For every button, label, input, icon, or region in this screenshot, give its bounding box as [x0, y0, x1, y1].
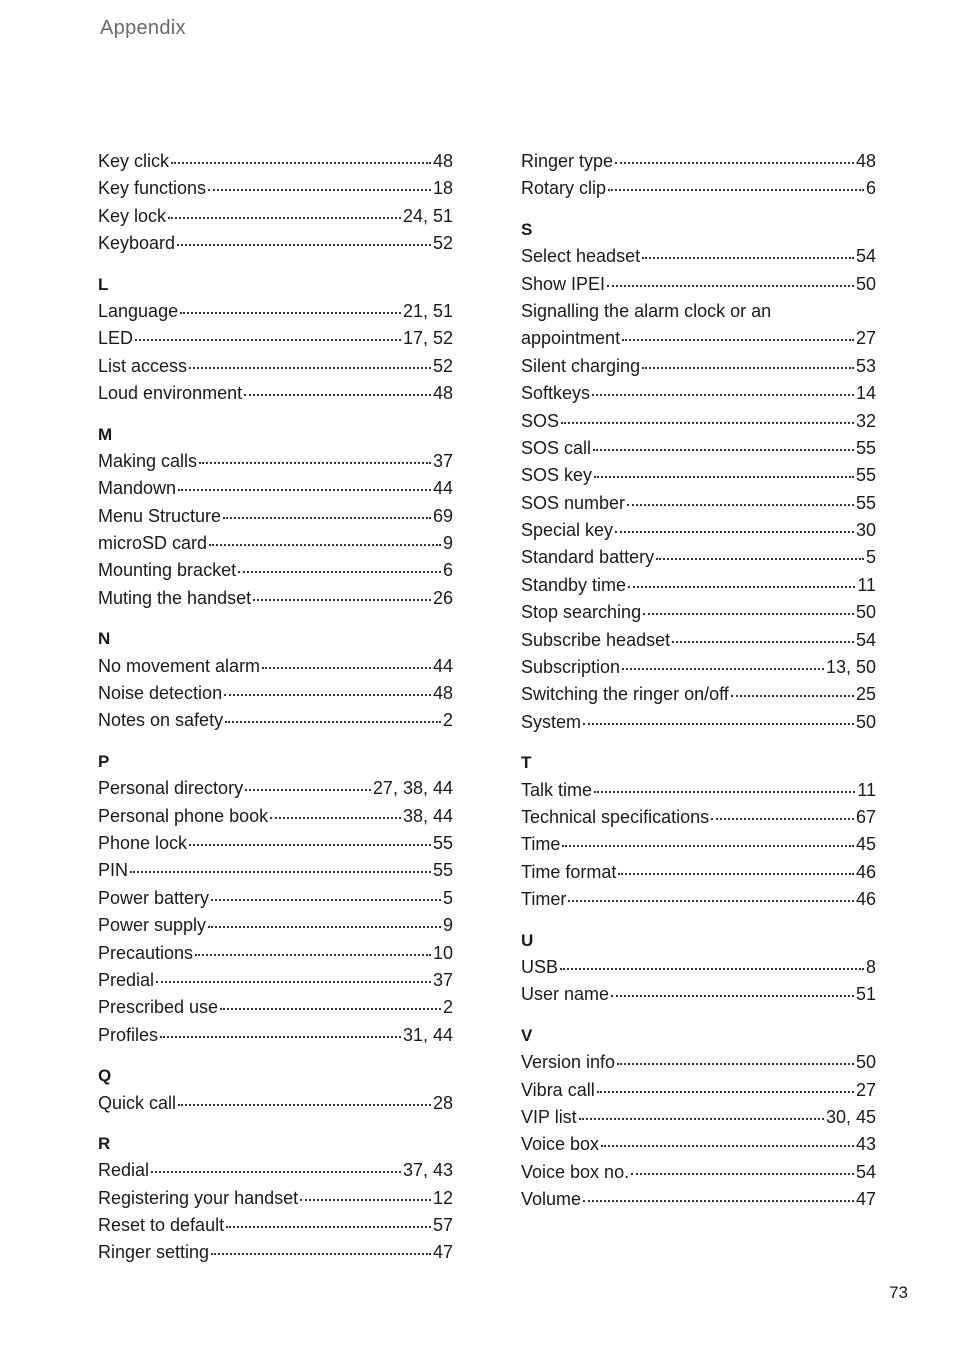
index-entry — [98, 380, 453, 407]
page-reference: 46 — [855, 889, 876, 910]
index-term: Voice box no. — [521, 1161, 630, 1182]
running-header: Appendix — [100, 17, 186, 39]
section-letter: V — [521, 1025, 533, 1045]
index-term: Timer — [521, 889, 567, 910]
section-letter: M — [98, 424, 113, 444]
index-entry — [521, 681, 876, 708]
dot-leader — [615, 162, 854, 164]
page-reference: 30, 45 — [825, 1106, 876, 1127]
index-entry — [521, 627, 876, 654]
index-entry — [521, 1077, 876, 1104]
page-reference: 26 — [432, 587, 453, 608]
index-term: Ringer type — [521, 151, 614, 171]
dot-leader — [220, 1008, 441, 1010]
page-reference: 24, 51 — [402, 205, 453, 226]
index-entry — [521, 859, 876, 886]
index-entry — [98, 707, 453, 734]
index-section — [521, 749, 876, 913]
index-term: Profiles — [98, 1024, 159, 1045]
index-term: Version info — [521, 1052, 616, 1073]
index-term: Notes on safety — [98, 710, 224, 731]
dot-leader — [189, 367, 431, 369]
index-term: List access — [98, 355, 188, 376]
page-reference: 43 — [855, 1134, 876, 1155]
page-reference: 28 — [432, 1092, 453, 1113]
page-reference: 6 — [442, 560, 453, 581]
index-term: Prescribed use — [98, 997, 219, 1018]
dot-leader — [253, 599, 431, 601]
dot-leader — [643, 613, 854, 615]
page-reference: 38, 44 — [402, 805, 453, 826]
dot-leader — [672, 641, 854, 643]
dot-leader — [177, 244, 431, 246]
index-term: LED — [98, 328, 134, 349]
index-entry — [521, 408, 876, 435]
index-term: Precautions — [98, 942, 194, 963]
dot-leader — [568, 900, 854, 902]
dot-leader — [211, 1253, 431, 1255]
index-entry — [521, 654, 876, 681]
section-letter: N — [98, 629, 111, 649]
index-entry — [98, 475, 453, 502]
index-entry — [98, 503, 453, 530]
index-entry — [98, 1022, 453, 1049]
dot-leader — [135, 339, 401, 341]
index-entry — [521, 886, 876, 913]
index-entry — [521, 243, 876, 270]
index-column-right — [521, 148, 876, 1213]
index-entry — [521, 298, 876, 325]
dot-leader — [560, 968, 864, 970]
dot-leader — [223, 517, 431, 519]
index-entry — [521, 148, 876, 175]
index-term: Subscription — [521, 657, 621, 678]
page-reference: 31, 44 — [402, 1024, 453, 1045]
dot-leader — [583, 723, 854, 725]
page-reference: 11 — [857, 779, 876, 800]
index-entry — [98, 1239, 453, 1266]
index-entry — [521, 175, 876, 202]
page-reference: 27 — [855, 1079, 876, 1100]
page-reference: 10 — [432, 942, 453, 963]
index-entry — [98, 298, 453, 325]
dot-leader — [562, 845, 854, 847]
dot-leader — [592, 394, 854, 396]
section-letter: Q — [98, 1066, 112, 1086]
page-reference: 37 — [432, 969, 453, 990]
page-reference: 2 — [442, 997, 453, 1018]
index-entry — [521, 271, 876, 298]
index-entry — [98, 967, 453, 994]
index-term: SOS number — [521, 492, 626, 513]
index-term: VIP list — [521, 1106, 577, 1127]
index-term: Muting the handset — [98, 587, 252, 608]
dot-leader — [211, 899, 441, 901]
index-section — [98, 1062, 453, 1117]
page-reference: 48 — [432, 683, 453, 704]
index-term: No movement alarm — [98, 655, 261, 676]
dot-leader — [594, 791, 855, 793]
page-reference: 14 — [855, 383, 876, 404]
dot-leader — [178, 1104, 431, 1106]
page-reference: 50 — [855, 711, 876, 732]
dot-leader — [199, 462, 431, 464]
index-term: Show IPEI — [521, 273, 606, 294]
index-term: Key functions — [98, 178, 207, 199]
dot-leader — [607, 285, 854, 287]
dot-leader — [622, 668, 824, 670]
index-section — [521, 216, 876, 736]
dot-leader — [615, 531, 854, 533]
index-entry — [98, 653, 453, 680]
page-reference: 18 — [432, 178, 453, 199]
index-term: Keyboard — [98, 233, 176, 254]
dot-leader — [608, 189, 864, 191]
index-term: Key lock — [98, 205, 167, 226]
index-entry — [98, 1212, 453, 1239]
dot-leader — [224, 694, 431, 696]
index-term: Mounting bracket — [98, 560, 237, 581]
dot-leader — [731, 695, 854, 697]
index-term: Power battery — [98, 887, 210, 908]
index-entry — [98, 530, 453, 557]
index-term: Vibra call — [521, 1079, 595, 1100]
index-term: Personal directory — [98, 778, 244, 799]
index-entry — [521, 517, 876, 544]
dot-leader — [245, 789, 371, 791]
page-reference: 55 — [855, 492, 876, 513]
dot-leader — [244, 394, 431, 396]
dot-leader — [597, 1091, 854, 1093]
page-reference: 47 — [855, 1189, 876, 1210]
index-term: Predial — [98, 969, 155, 990]
page-reference: 55 — [432, 860, 453, 881]
index-entry — [98, 353, 453, 380]
index-section — [98, 748, 453, 1049]
page-reference: 5 — [865, 547, 876, 568]
index-entry — [98, 803, 453, 830]
index-term: System — [521, 711, 582, 732]
page-reference: 51 — [855, 984, 876, 1005]
index-entry — [98, 1157, 453, 1184]
index-entry — [521, 831, 876, 858]
page-reference: 52 — [432, 233, 453, 254]
page-reference: 9 — [442, 533, 453, 554]
index-section — [521, 927, 876, 1009]
index-entry — [521, 1159, 876, 1186]
index-entry — [98, 885, 453, 912]
index-entry — [521, 1049, 876, 1076]
index-entry — [98, 940, 453, 967]
page-reference: 8 — [865, 956, 876, 977]
page-reference: 11 — [857, 574, 876, 595]
index-entry — [521, 1131, 876, 1158]
index-term: Select headset — [521, 246, 641, 267]
index-entry — [521, 325, 876, 352]
index-term: SOS call — [521, 437, 592, 458]
index-entry — [98, 175, 453, 202]
index-entry — [98, 203, 453, 230]
page-reference: 48 — [432, 151, 453, 171]
page-reference: 67 — [855, 806, 876, 827]
page-reference: 55 — [855, 437, 876, 458]
dot-leader — [618, 873, 854, 875]
index-term: USB — [521, 956, 559, 977]
dot-leader — [226, 1226, 431, 1228]
index-term: Redial — [98, 1160, 150, 1181]
dot-leader — [579, 1118, 824, 1120]
dot-leader — [208, 926, 441, 928]
index-entry — [98, 448, 453, 475]
page-reference: 5 — [442, 887, 453, 908]
section-letter: P — [98, 751, 110, 771]
index-entry — [521, 462, 876, 489]
page-reference: 57 — [432, 1215, 453, 1236]
index-section — [98, 625, 453, 735]
dot-leader — [656, 558, 864, 560]
dot-leader — [631, 1173, 854, 1175]
index-entry — [521, 777, 876, 804]
section-letter: U — [521, 930, 534, 950]
index-term: Power supply — [98, 915, 207, 936]
dot-leader — [168, 217, 401, 219]
page-reference: 45 — [855, 834, 876, 855]
dot-leader — [593, 449, 854, 451]
index-entry — [98, 230, 453, 257]
index-term: Key click — [98, 151, 170, 171]
page-reference: 55 — [432, 832, 453, 853]
index-term: Reset to default — [98, 1215, 225, 1236]
index-term: microSD card — [98, 533, 208, 554]
index-term: Voice box — [521, 1134, 600, 1155]
page-reference: 46 — [855, 861, 876, 882]
page-number: 73 — [889, 1283, 908, 1302]
index-term: Quick call — [98, 1092, 177, 1113]
index-entry — [98, 585, 453, 612]
page-reference: 44 — [432, 478, 453, 499]
dot-leader — [627, 504, 854, 506]
dot-leader — [561, 422, 854, 424]
dot-leader — [628, 586, 855, 588]
index-term: Silent charging — [521, 355, 641, 376]
index-section — [521, 1022, 876, 1214]
dot-leader — [195, 954, 431, 956]
index-term: Noise detection — [98, 683, 223, 704]
index-entry — [521, 380, 876, 407]
index-entry — [521, 572, 876, 599]
dot-leader — [208, 189, 431, 191]
dot-leader — [189, 844, 431, 846]
index-term: Making calls — [98, 450, 198, 471]
page-reference: 54 — [855, 629, 876, 650]
dot-leader — [171, 162, 431, 164]
page-reference: 2 — [442, 710, 453, 731]
dot-leader — [160, 1036, 401, 1038]
dot-leader — [594, 476, 854, 478]
dot-leader — [711, 818, 854, 820]
page-reference: 47 — [432, 1242, 453, 1263]
dot-leader — [617, 1063, 854, 1065]
index-entry — [98, 912, 453, 939]
page-reference: 48 — [855, 151, 876, 171]
index-term: User name — [521, 984, 610, 1005]
dot-leader — [583, 1200, 854, 1202]
dot-leader — [642, 367, 854, 369]
page-reference: 37, 43 — [402, 1160, 453, 1181]
page-reference: 55 — [855, 465, 876, 486]
dot-leader — [611, 995, 854, 997]
index-entry — [98, 680, 453, 707]
index-term: Switching the ringer on/off — [521, 684, 729, 705]
dot-leader — [238, 571, 441, 573]
index-term: Rotary clip — [521, 178, 607, 199]
dot-leader — [151, 1171, 401, 1173]
page-reference: 17, 52 — [402, 328, 453, 349]
dot-leader — [642, 257, 854, 259]
section-letter: T — [521, 753, 532, 773]
index-column-left — [98, 148, 453, 1267]
dot-leader — [622, 339, 854, 341]
index-term: Loud environment — [98, 383, 243, 404]
section-letter: R — [98, 1133, 111, 1153]
index-term: Phone lock — [98, 832, 188, 853]
index-section — [98, 271, 453, 408]
index-term: appointment — [521, 328, 621, 349]
page-reference: 69 — [432, 505, 453, 526]
page-reference: 54 — [855, 1161, 876, 1182]
index-entry — [521, 599, 876, 626]
index-term: Language — [98, 300, 179, 321]
index-entry — [521, 435, 876, 462]
index-term: Standby time — [521, 574, 627, 595]
section-letter: S — [521, 219, 533, 239]
index-term: Registering your handset — [98, 1187, 299, 1208]
index-entry — [98, 1185, 453, 1212]
page-reference: 21, 51 — [402, 300, 453, 321]
page-reference: 6 — [865, 178, 876, 199]
index-entry — [521, 954, 876, 981]
dot-leader — [300, 1199, 431, 1201]
index-entry — [98, 1090, 453, 1117]
page-reference: 54 — [855, 246, 876, 267]
page-reference: 32 — [855, 410, 876, 431]
index-term: Signalling the alarm clock or an — [521, 300, 772, 321]
index-entry — [98, 325, 453, 352]
section-letter: L — [98, 274, 109, 294]
dot-leader — [270, 817, 401, 819]
index-term: Time — [521, 834, 561, 855]
index-section — [98, 148, 453, 258]
index-term: Softkeys — [521, 383, 591, 404]
page-reference: 53 — [855, 355, 876, 376]
index-entry — [521, 353, 876, 380]
page-reference: 27, 38, 44 — [372, 778, 453, 799]
dot-leader — [180, 312, 401, 314]
index-term: Talk time — [521, 779, 593, 800]
index-entry — [98, 148, 453, 175]
index-term: SOS — [521, 410, 560, 431]
page-reference: 30 — [855, 520, 876, 541]
index-entry — [98, 830, 453, 857]
dot-leader — [156, 981, 431, 983]
page-reference: 12 — [432, 1187, 453, 1208]
page-reference: 52 — [432, 355, 453, 376]
index-term: Volume — [521, 1189, 582, 1210]
index-entry — [98, 557, 453, 584]
index-section — [98, 1130, 453, 1267]
index-term: Subscribe headset — [521, 629, 671, 650]
page-reference: 50 — [855, 602, 876, 623]
dot-leader — [225, 721, 441, 723]
index-entry — [521, 1186, 876, 1213]
index-entry — [521, 981, 876, 1008]
index-term: Menu Structure — [98, 505, 222, 526]
dot-leader — [209, 544, 441, 546]
index-section — [521, 148, 876, 203]
page-reference: 13, 50 — [825, 657, 876, 678]
index-section — [98, 421, 453, 613]
page-reference: 48 — [432, 383, 453, 404]
index-entry — [521, 490, 876, 517]
index-entry — [98, 857, 453, 884]
index-term: Personal phone book — [98, 805, 269, 826]
index-entry — [521, 709, 876, 736]
index-term: SOS key — [521, 465, 593, 486]
index-entry — [521, 804, 876, 831]
index-term: PIN — [98, 860, 129, 881]
index-term: Technical specifications — [521, 806, 710, 827]
index-entry — [98, 775, 453, 802]
page-reference: 50 — [855, 1052, 876, 1073]
index-term: Ringer setting — [98, 1242, 210, 1263]
dot-leader — [178, 489, 431, 491]
index-term: Stop searching — [521, 602, 642, 623]
index-term: Mandown — [98, 478, 177, 499]
index-entry — [521, 1104, 876, 1131]
index-entry — [521, 544, 876, 571]
page-reference: 27 — [855, 328, 876, 349]
page-reference: 9 — [442, 915, 453, 936]
page-reference: 25 — [855, 684, 876, 705]
index-term: Time format — [521, 861, 617, 882]
page-reference: 37 — [432, 450, 453, 471]
page-reference: 44 — [432, 655, 453, 676]
dot-leader — [262, 667, 431, 669]
page-reference: 50 — [855, 273, 876, 294]
index-entry — [98, 994, 453, 1021]
dot-leader — [130, 871, 431, 873]
index-term: Standard battery — [521, 547, 655, 568]
dot-leader — [601, 1145, 854, 1147]
index-term: Special key — [521, 520, 614, 541]
